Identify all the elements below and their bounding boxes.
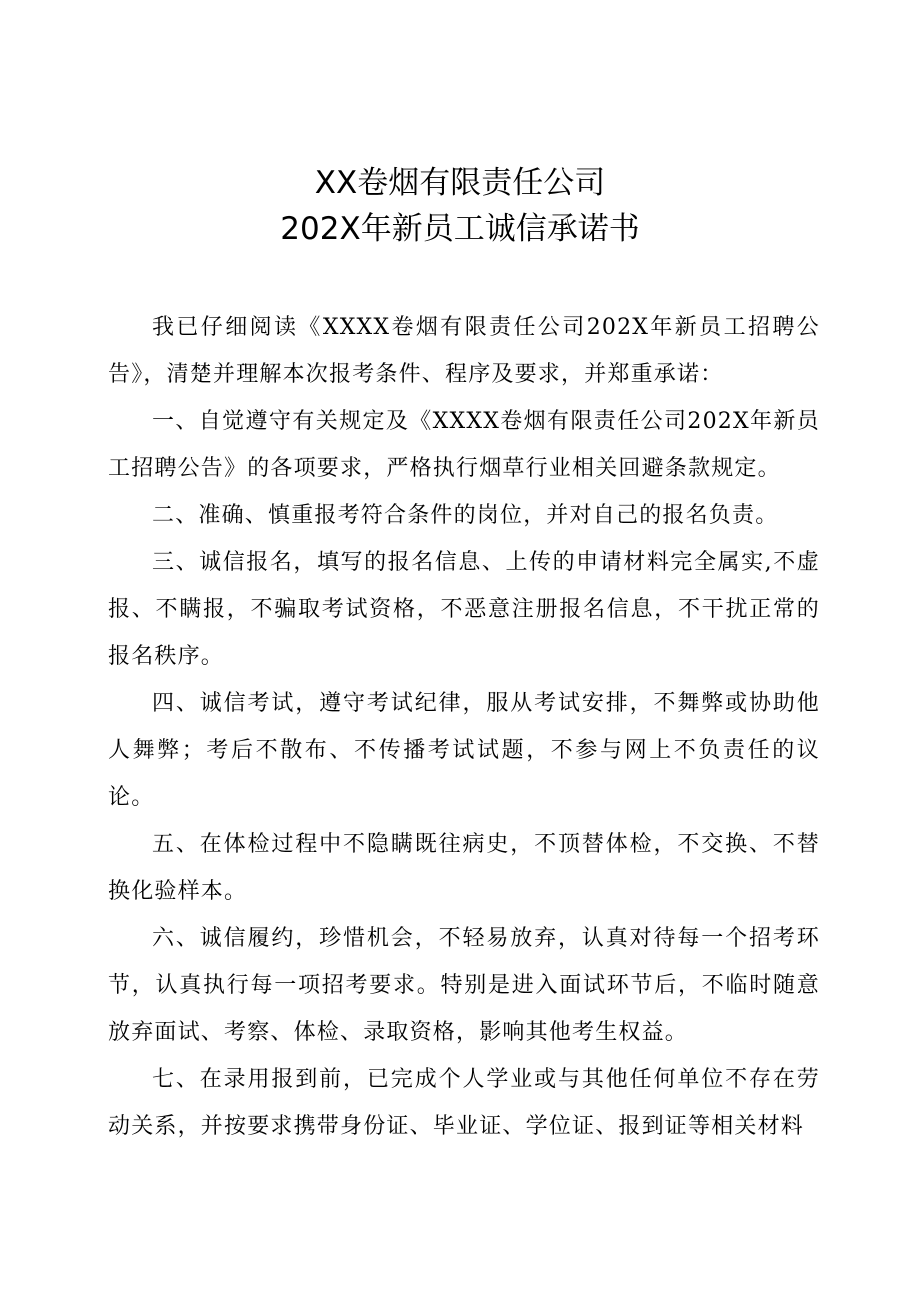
document-title (0, 160, 920, 252)
paragraph-item-3: 三、诚信报名，填写的报名信息、上传的申请材料完全属实,不虚报、不瞒报，不骗取考试资格，不恶意注册报名信息，不干扰正常的报名秩序。 (108, 550, 820, 669)
document-body (108, 304, 820, 1150)
paragraph-item-5: 五、在体检过程中不隐瞒既往病史，不顶替体检，不交换、不替换化验样本。 (108, 832, 820, 904)
title-pledge: 202X年新员工诚信承诺书 (280, 211, 640, 247)
title-company: XX卷烟有限责任公司 (314, 165, 606, 201)
paragraph-item-7: 七、在录用报到前，已完成个人学业或与其他任何单位不存在劳动关系，并按要求携带身份证、毕业证、学位证、报到证等相关材料 (108, 1067, 820, 1139)
paragraph-intro: 我已仔细阅读《XXXX卷烟有限责任公司202X年新员工招聘公告》，清楚并理解本次报考条件、程序及要求，并郑重承诺： (108, 315, 820, 387)
paragraph-item-2: 二、准确、慎重报考符合条件的岗位，并对自己的报名负责。 (152, 503, 779, 528)
paragraph-item-1: 一、自觉遵守有关规定及《XXXX卷烟有限责任公司202X年新员工招聘公告》的各项要求，严格执行烟草行业相关回避条款规定。 (108, 409, 820, 481)
paragraph-item-6: 六、诚信履约，珍惜机会，不轻易放弃，认真对待每一个招考环节，认真执行每一项招考要求。特别是进入面试环节后，不临时随意放弃面试、考察、体检、录取资格，影响其他考生权益。 (108, 926, 820, 1045)
paragraph-item-4: 四、诚信考试，遵守考试纪律，服从考试安排，不舞弊或协助他人舞弊；考后不散布、不传播考试试题，不参与网上不负责任的议论。 (108, 691, 820, 810)
